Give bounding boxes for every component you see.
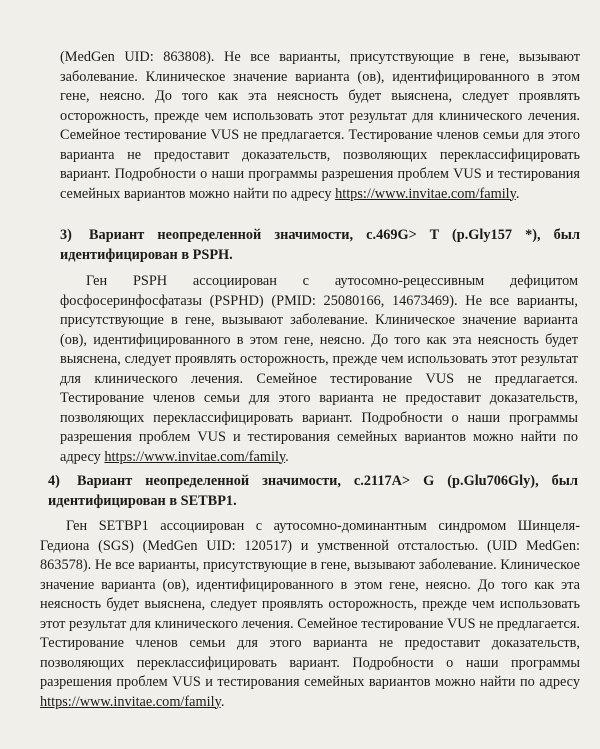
section-2-period: .	[515, 185, 520, 202]
section-4-body: Ген SETBP1 ассоциирован с аутосомно-доминантным синдромом Шинцеля-Гедиона (SGS) (MedGen UID: 120517) и умственной отсталостью. (UID MedGen: 863578). Не все варианты, присутствующие в гене, вызывают заболевание. Клиническое значение варианта (ов), идентифицированного в этом гене, неясно. До того как эта неясность будет выяснена, следует проявлять осторожность, прежде чем использовать этот результат для клинического лечения. Семейное тестирование VUS не предлагается. Тестирование членов семьи для этого варианта не предоставит доказательств, позволяющих переклассифицировать вариант. Подробности о наши программы разрешения проблем VUS и тестирования семейных вариантов можно найти по адресу	[40, 518, 580, 690]
section-4-heading-text: Вариант неопределенной значимости, c.2117A> G (p.Glu706Gly), был идентифицирован в SETBP1.	[48, 473, 578, 509]
section-3-heading-text: Вариант неопределенной значимости, c.469G> T (p.Gly157 *), был идентифицирован в PSPH.	[60, 227, 580, 263]
section-4-family-link[interactable]: https://www.invitae.com/family	[40, 693, 221, 710]
section-2-family-link[interactable]: https://www.invitae.com/family	[335, 185, 516, 202]
section-2-paragraph	[60, 48, 580, 204]
section-3-family-link[interactable]: https://www.invitae.com/family	[104, 448, 286, 465]
section-2-body: (MedGen UID: 863808). Не все варианты, присутствующие в гене, вызывают заболевание. Клиническое значение варианта (ов), идентифицированного в этом гене, неясно. До того как эта неясность будет выяснена, следует проявлять осторожность, прежде чем использовать этот результат для клинического лечения. Семейное тестирование VUS не предлагается. Тестирование членов семьи для этого варианта не предоставит доказательств, позволяющих переклассифицировать вариант. Подробности о наши программы разрешения проблем VUS и тестирования семейных вариантов можно найти по адресу	[60, 49, 580, 202]
section-3-heading	[60, 226, 580, 265]
section-4-number: 4)	[48, 473, 60, 489]
section-4-period: .	[220, 693, 225, 710]
section-3-number: 3)	[60, 227, 72, 243]
section-3-paragraph	[60, 272, 578, 467]
section-4-paragraph	[40, 517, 580, 712]
section-4-heading	[48, 472, 578, 511]
section-3-period: .	[285, 448, 289, 465]
section-3-body: Ген PSPH ассоциирован с аутосомно-рецессивным дефицитом фосфосеринфосфатазы (PSPHD) (PMID: 25080166, 14673469). Не все варианты, присутствующие в гене, вызывают заболевание. Клиническое значение варианта (ов), идентифицированного в этом гене, неясно. До того как эта неясность будет выяснена, следует проявлять осторожность, прежде чем использовать этот результат для клинического лечения. Семейное тестирование VUS не предлагается. Тестирование членов семьи для этого варианта не предоставит доказательств, позволяющих переклассифицировать вариант. Подробности о наши программы разрешения проблем VUS и тестирования семейных вариантов можно найти по адресу	[60, 273, 578, 465]
